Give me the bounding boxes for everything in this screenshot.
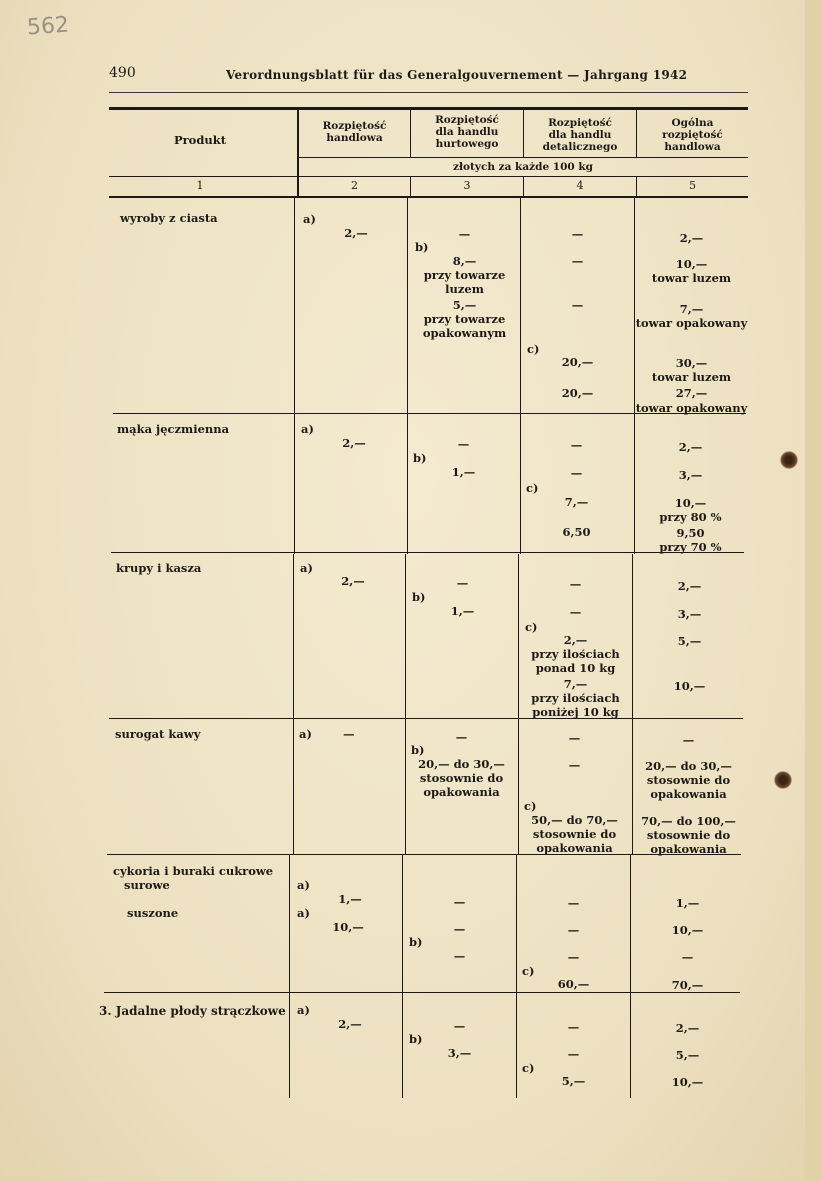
punch-hole — [774, 771, 792, 789]
value-c5: 3,— — [677, 607, 702, 621]
value-c3: — — [455, 730, 468, 744]
value-c5: 10,— — [674, 496, 707, 510]
marker-c: c) — [526, 481, 539, 495]
value-c5: 7,— — [679, 302, 704, 316]
unit-rule — [298, 157, 748, 158]
value-c4: — — [567, 923, 580, 937]
value-c4: stosownie do — [532, 827, 617, 841]
page-edge — [805, 0, 821, 1181]
value-c4: — — [570, 466, 583, 480]
marker-a: a) — [301, 422, 314, 436]
body-divider — [407, 198, 408, 554]
value-c3: — — [457, 437, 470, 451]
value-c3: — — [453, 895, 466, 909]
value-c4: 50,— do 70,— — [531, 813, 618, 827]
value-c4: — — [568, 731, 581, 745]
value-c5: 2,— — [679, 231, 704, 245]
value-c2: — — [343, 727, 355, 741]
value-c2: 2,— — [344, 226, 368, 240]
punch-hole — [780, 451, 798, 469]
header-rule — [109, 92, 748, 93]
value-c3: 1,— — [451, 465, 476, 479]
marker-c: c) — [522, 1061, 535, 1075]
value-c5: 5,— — [675, 1048, 700, 1062]
value-c4: 2,— — [563, 633, 588, 647]
value-c3: — — [453, 1019, 466, 1033]
value-c4: — — [569, 605, 582, 619]
col-number: 2 — [351, 179, 358, 192]
value-c4: przy ilościach — [531, 647, 620, 661]
value-c5: 9,50 — [676, 526, 705, 540]
row-separator — [104, 992, 740, 993]
value-c5: 70,— do 100,— — [641, 814, 736, 828]
colnum-bottom-rule — [109, 196, 748, 198]
body-divider — [289, 854, 290, 1098]
body-divider — [516, 854, 517, 1098]
value-c4: opakowania — [536, 841, 613, 855]
marker-b: b) — [412, 590, 426, 604]
value-c4: — — [567, 950, 580, 964]
marker-b: b) — [413, 451, 427, 465]
body-divider — [405, 554, 406, 854]
value-c3: 3,— — [447, 1046, 472, 1060]
value-c5: 20,— do 30,— — [645, 759, 732, 773]
header-bottom-rule — [109, 176, 748, 177]
col-header-5: Ogólna rozpiętość handlowa — [662, 117, 723, 153]
value-c4: — — [571, 254, 584, 268]
value-c5: stosownie do — [646, 828, 731, 842]
value-c5: 10,— — [671, 923, 704, 937]
value-c5: 1,— — [675, 896, 700, 910]
value-c4: 5,— — [561, 1074, 586, 1088]
marker-b: b) — [411, 743, 425, 757]
pencil-note: 562 — [26, 12, 70, 41]
value-c5: — — [681, 950, 694, 964]
marker-b: b) — [415, 240, 429, 254]
value-c3: opakowania — [423, 785, 500, 799]
product-label: suszone — [127, 906, 179, 920]
value-c5: 2,— — [675, 1021, 700, 1035]
value-c2: 2,— — [341, 574, 365, 588]
value-c5: 27,— — [675, 386, 708, 400]
page-title: Verordnungsblatt für das Generalgouvernement — Jahrgang 1942 — [226, 68, 688, 82]
value-c5: towar luzem — [651, 271, 732, 285]
value-c4: poniżej 10 kg — [532, 705, 619, 719]
col-header-3: Rozpiętość dla handlu hurtowego — [435, 114, 499, 150]
value-c5: opakowania — [650, 842, 727, 856]
value-c3: luzem — [445, 282, 484, 296]
value-c2: 1,— — [338, 892, 362, 906]
value-c4: 6,50 — [562, 525, 591, 539]
product-label: mąka jęczmienna — [117, 422, 230, 436]
col-header-4: Rozpiętość dla handlu detalicznego — [542, 117, 618, 153]
value-c5: 70,— — [671, 978, 704, 992]
value-c4: — — [567, 1020, 580, 1034]
value-c5: 5,— — [677, 634, 702, 648]
value-c4: — — [569, 577, 582, 591]
value-c4: 60,— — [557, 977, 590, 991]
value-c5: towar opakowany — [635, 401, 748, 415]
value-c3: stosownie do — [419, 771, 504, 785]
col-header-produkt: Produkt — [173, 133, 227, 147]
product-label: surowe — [124, 878, 170, 892]
value-c5: towar opakowany — [635, 316, 748, 330]
value-c3: — — [453, 922, 466, 936]
marker-a: a) — [297, 1003, 310, 1017]
col-number: 1 — [196, 179, 204, 192]
value-c4: — — [567, 1047, 580, 1061]
marker-b: b) — [409, 1032, 423, 1046]
value-c3: 8,— — [452, 254, 477, 268]
value-c5: 3,— — [678, 468, 703, 482]
value-c5: przy 70 % — [659, 540, 722, 554]
value-c4: — — [567, 896, 580, 910]
value-c2: 2,— — [338, 1017, 362, 1031]
marker-a: a) — [297, 906, 310, 920]
marker-c: c) — [524, 799, 537, 813]
col-header-2: Rozpiętość handlowa — [322, 120, 387, 144]
marker-c: c) — [522, 964, 535, 978]
value-c2: 10,— — [332, 920, 364, 934]
value-c3: — — [458, 227, 471, 241]
value-c4: — — [570, 438, 583, 452]
value-c5: 10,— — [675, 257, 708, 271]
product-label: surogat kawy — [115, 727, 201, 741]
col-number: 3 — [463, 179, 471, 192]
value-c3: 5,— — [452, 298, 477, 312]
value-c4: — — [571, 298, 584, 312]
value-c5: 2,— — [678, 440, 703, 454]
page-number: 490 — [109, 65, 136, 81]
body-divider — [402, 854, 403, 1098]
value-c5: — — [682, 733, 695, 747]
product-label: wyroby z ciasta — [120, 211, 218, 225]
value-c3: 1,— — [450, 604, 475, 618]
value-c4: 7,— — [564, 495, 589, 509]
row-separator — [109, 718, 743, 719]
product-label: cykoria i buraki cukrowe — [113, 864, 274, 878]
value-c3: — — [453, 949, 466, 963]
value-c5: 10,— — [671, 1075, 704, 1089]
table-top-rule — [109, 107, 748, 110]
value-c4: — — [571, 227, 584, 241]
value-c4: ponad 10 kg — [535, 661, 616, 675]
value-c3: przy towarze — [423, 268, 506, 282]
marker-c: c) — [525, 620, 538, 634]
body-divider — [293, 554, 294, 854]
value-c4: przy ilościach — [531, 691, 620, 705]
marker-a: a) — [299, 727, 312, 741]
value-c4: 20,— — [561, 386, 594, 400]
value-c4: 7,— — [563, 677, 588, 691]
value-c5: przy 80 % — [659, 510, 722, 524]
value-c3: przy towarze — [423, 312, 506, 326]
col-number: 4 — [576, 179, 584, 192]
value-c5: stosownie do — [646, 773, 731, 787]
value-c5: 30,— — [675, 356, 708, 370]
value-c5: 2,— — [677, 579, 702, 593]
value-c3: — — [456, 576, 469, 590]
value-c2: 2,— — [342, 436, 366, 450]
body-divider — [632, 554, 633, 854]
unit-label: złotych za każde 100 kg — [453, 161, 593, 173]
value-c4: 20,— — [561, 355, 594, 369]
col-number: 5 — [689, 179, 696, 192]
marker-a: a) — [300, 561, 313, 575]
value-c5: opakowania — [650, 787, 727, 801]
value-c4: — — [568, 758, 581, 772]
marker-b: b) — [409, 935, 423, 949]
body-divider — [294, 198, 295, 554]
value-c5: 10,— — [673, 679, 706, 693]
value-c3: 20,— do 30,— — [418, 757, 505, 771]
section-heading: 3. Jadalne płody strączkowe — [99, 1004, 286, 1018]
value-c5: towar luzem — [651, 370, 732, 384]
marker-a: a) — [303, 212, 316, 226]
value-c3: opakowanym — [422, 326, 507, 340]
marker-a: a) — [297, 878, 310, 892]
product-label: krupy i kasza — [116, 561, 202, 575]
marker-c: c) — [527, 342, 540, 356]
